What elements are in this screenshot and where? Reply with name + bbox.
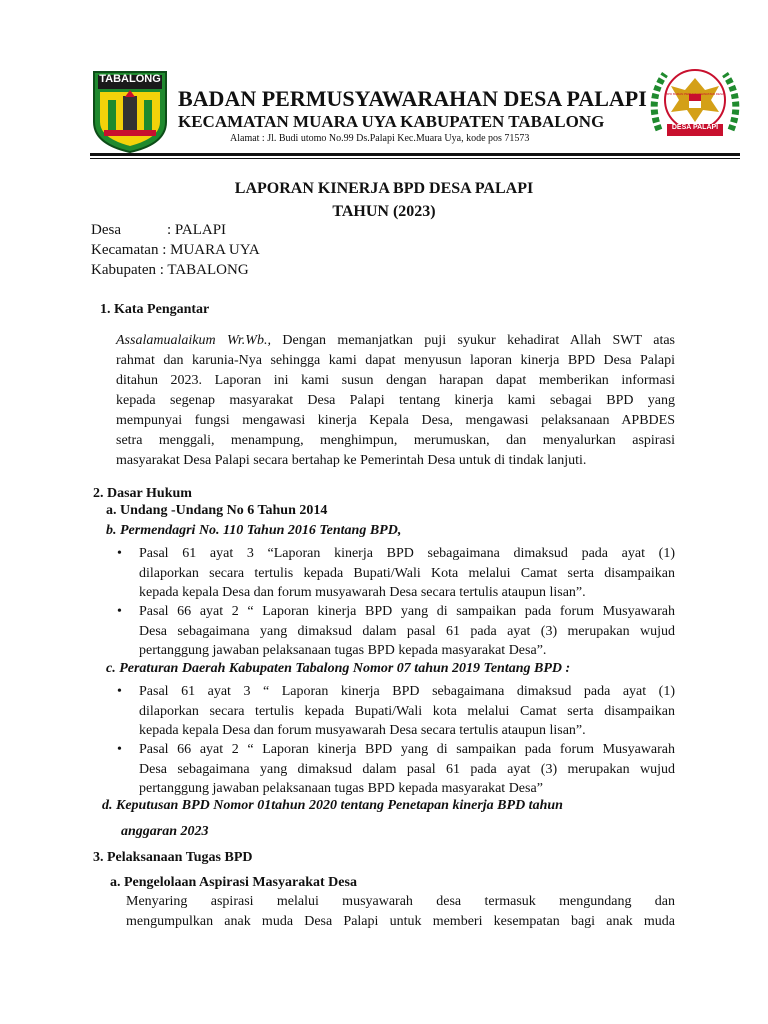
section-1-line: setra menggali, menampung, menghimpun, merumuskan, dan menyalurkan aspirasi xyxy=(116,433,675,448)
bullet-line: dilaporkan secara tertulis kepada Bupati/Wali Kota melalui Camat serta disampaikan xyxy=(139,565,675,581)
bullet-icon: • xyxy=(117,546,122,561)
letterhead-divider-thin xyxy=(90,158,740,159)
bullet-item xyxy=(117,602,675,661)
letterhead-divider-thick xyxy=(90,153,740,156)
letterhead-address: Alamat : Jl. Budi utomo No.99 Ds.Palapi Kec.Muara Uya, kode pos 71573 xyxy=(230,133,530,144)
tabalong-logo-text: TABALONG xyxy=(99,73,161,85)
bullet-line: Pasal 61 ayat 3 “Laporan kinerja BPD sebagaimana dimaksud pada ayat (1) xyxy=(139,546,675,561)
identity-kabupaten xyxy=(91,262,249,279)
bullet-line: Desa sebagaimana yang dimaksud dalam pasal 61 pada ayat (3) merupakan wujud xyxy=(139,623,675,639)
bullet-item xyxy=(117,682,675,741)
bullet-line: Desa sebagaimana yang dimaksud dalam pasal 61 pada ayat (3) merupakan wujud xyxy=(139,761,675,777)
bullet-line: pertanggung jawaban pelaksanaan tugas BPD kepada masyarakat Desa” xyxy=(139,781,543,796)
bullet-line: Pasal 66 ayat 2 “ Laporan kinerja BPD yang di sampaikan pada forum Musyawarah xyxy=(139,742,675,757)
section-3-heading: 3. Pelaksanaan Tugas BPD xyxy=(93,850,253,865)
identity-key: Kecamatan xyxy=(91,242,159,258)
bullet-icon: • xyxy=(117,742,122,757)
section-1-line: rahmat dan karunia-Nya sehingga kami dapat menyusun laporan kinerja BPD Desa Palapi xyxy=(116,353,675,368)
section-1-heading: 1. Kata Pengantar xyxy=(100,302,210,317)
section-1-line xyxy=(116,331,675,351)
report-year: TAHUN (2023) xyxy=(332,203,436,220)
legal-basis-d: d. Keputusan BPD Nomor 01tahun 2020 tentang Penetapan kinerja BPD tahun xyxy=(102,798,563,813)
letterhead-title: BADAN PERMUSYAWARAHAN DESA PALAPI xyxy=(178,86,647,111)
identity-value: : PALAPI xyxy=(167,222,227,238)
identity-desa xyxy=(91,222,226,239)
bpd-desa-palapi-logo xyxy=(645,60,745,152)
legal-basis-a: a. Undang -Undang No 6 Tahun 2014 xyxy=(106,503,328,518)
section-3-line: mengumpulkan anak muda Desa Palapi untuk memberi kesempatan bagi anak muda xyxy=(126,914,675,929)
identity-value: : MUARA UYA xyxy=(162,242,260,258)
desa-palapi-logo-text: DESA PALAPI xyxy=(671,124,719,131)
legal-basis-d-continued: anggaran 2023 xyxy=(121,824,209,839)
section-1-line-text: Dengan memanjatkan puji syukur kehadirat Allah SWT atas xyxy=(270,333,675,348)
identity-key: Kabupaten xyxy=(91,262,156,278)
bullet-icon: • xyxy=(117,604,122,619)
bullet-line: kepada kepala Desa dan forum musyawarah Desa secara tertulis ataupun lisan”. xyxy=(139,723,586,738)
bullet-line: dilaporkan secara tertulis kepada Bupati/Wali kota melalui Camat serta disampaikan xyxy=(139,703,675,719)
section-2-heading: 2. Dasar Hukum xyxy=(93,486,192,501)
identity-key: Desa xyxy=(91,222,121,238)
bullet-line: kepada kepala Desa dan forum musyawarah Desa secara tertulis ataupun lisan”. xyxy=(139,585,586,600)
report-title: LAPORAN KINERJA BPD DESA PALAPI xyxy=(234,180,534,197)
bullet-icon: • xyxy=(117,684,122,699)
section-1-line: mempunyai fungsi mengawasi kinerja Kepala Desa, mengawasi pelaksanaan APBDES xyxy=(116,413,675,428)
bullet-line: pertanggung jawaban pelaksanaan tugas BPD kepada masyarakat Desa”. xyxy=(139,643,547,658)
letterhead-subtitle: KECAMATAN MUARA UYA KABUPATEN TABALONG xyxy=(178,112,605,131)
bullet-line: Pasal 61 ayat 3 “ Laporan kinerja BPD sebagaimana dimaksud pada ayat (1) xyxy=(139,684,675,699)
bpd-logo-arc-text: BPD BADAN PERMUSYAWARATAN DESA xyxy=(665,92,725,96)
legal-basis-c: c. Peraturan Daerah Kabupaten Tabalong Nomor 07 tahun 2019 Tentang BPD : xyxy=(106,661,571,676)
section-1-line: masyarakat Desa Palapi secara bertahap ke Pemerintah Desa untuk di tindak lanjuti. xyxy=(116,453,587,468)
section-1-line: ditahun 2023. Laporan ini kami susun dengan harapan dapat memberikan informasi xyxy=(116,373,675,388)
legal-basis-b: b. Permendagri No. 110 Tahun 2016 Tentang BPD, xyxy=(106,523,402,538)
bullet-item xyxy=(117,740,675,799)
section-3a-heading: a. Pengelolaan Aspirasi Masyarakat Desa xyxy=(110,875,357,890)
section-3-line: Menyaring aspirasi melalui musyawarah desa termasuk mengundang dan xyxy=(126,894,675,909)
bullet-item xyxy=(117,544,675,603)
identity-kecamatan xyxy=(91,242,260,259)
greeting-italic: Assalamualaikum Wr.Wb., xyxy=(116,333,271,348)
identity-value: : TABALONG xyxy=(159,262,249,278)
bullet-line: Pasal 66 ayat 2 “ Laporan kinerja BPD yang di sampaikan pada forum Musyawarah xyxy=(139,604,675,619)
section-1-line: kepada segenap masyarakat Desa Palapi tentang kinerja kami sebagai BPD yang xyxy=(116,393,675,408)
